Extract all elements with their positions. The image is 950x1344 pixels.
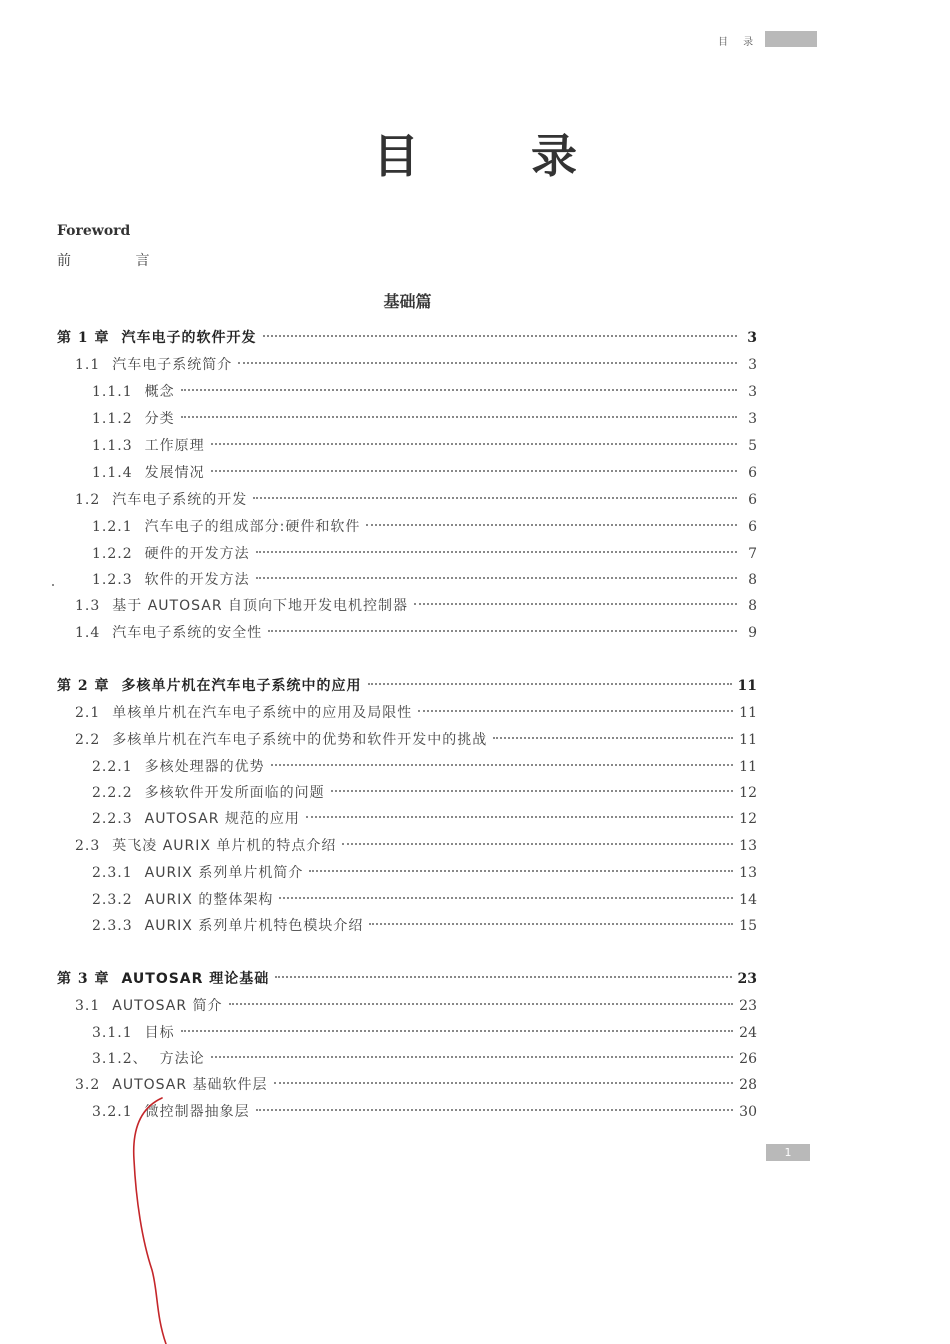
toc-page-number: 11 (737, 678, 757, 694)
part-title: 基础篇 (383, 292, 432, 311)
toc-page-number: 23 (739, 998, 757, 1014)
toc-subsection-entry[interactable] (92, 1022, 757, 1044)
toc-leader-dots (253, 497, 737, 499)
toc-leader-dots (414, 603, 737, 605)
toc-subsection-entry[interactable] (92, 408, 757, 430)
toc-page-number: 6 (748, 492, 757, 508)
toc-number: 3.2 (75, 1077, 101, 1093)
toc-page-number: 13 (739, 865, 757, 881)
toc-number: 3.2.1 (92, 1104, 133, 1120)
toc-leader-dots (279, 897, 733, 899)
toc-number: 2.2.1 (92, 759, 133, 775)
toc-number: 第 3 章 (57, 971, 110, 987)
toc-title: 方法论 (159, 1051, 205, 1067)
toc-title: AUTOSAR 理论基础 (121, 971, 270, 987)
toc-leader-dots (181, 1030, 734, 1032)
toc-chapter-entry[interactable] (57, 327, 757, 349)
toc-title: 分类 (144, 411, 175, 427)
toc-section-entry[interactable] (75, 622, 757, 644)
toc-number: 1.1.4 (92, 465, 133, 481)
toc-leader-dots (275, 976, 731, 978)
toc-leader-dots (331, 790, 734, 792)
toc-title: AURIX 的整体架构 (144, 892, 274, 908)
toc-title: 硬件的开发方法 (144, 546, 250, 562)
toc-subsection-entry[interactable] (92, 1048, 757, 1070)
toc-section-entry[interactable] (75, 729, 757, 751)
toc-number: 第 1 章 (57, 330, 110, 346)
toc-title: 汽车电子系统的开发 (112, 492, 248, 508)
toc-page-number: 12 (739, 811, 757, 827)
toc-leader-dots (211, 443, 737, 445)
toc-page-number: 26 (739, 1051, 757, 1067)
toc-leader-dots (274, 1082, 734, 1084)
toc-leader-dots (368, 683, 732, 685)
toc-page-number: 12 (739, 785, 757, 801)
preface-entry[interactable]: 前 言 (57, 253, 180, 269)
toc-title: 多核处理器的优势 (144, 759, 265, 775)
toc-subsection-entry[interactable] (92, 808, 757, 830)
toc-subsection-entry[interactable] (92, 543, 757, 565)
toc-subsection-entry[interactable] (92, 1101, 757, 1123)
toc-page-number: 23 (737, 971, 757, 987)
toc-leader-dots (211, 470, 737, 472)
page-title: 目 录 (372, 129, 625, 183)
toc-leader-dots (309, 870, 733, 872)
toc-number: 1.1.2 (92, 411, 133, 427)
toc-leader-dots (256, 577, 737, 579)
toc-page-number: 3 (748, 357, 757, 373)
toc-page-number: 13 (739, 838, 757, 854)
toc-leader-dots (256, 1109, 734, 1111)
toc-page-number: 11 (739, 732, 757, 748)
toc-title: 发展情况 (144, 465, 205, 481)
toc-page-number: 9 (748, 625, 757, 641)
toc-subsection-entry[interactable] (92, 756, 757, 778)
toc-title: 微控制器抽象层 (144, 1104, 250, 1120)
toc-title: 多核单片机在汽车电子系统中的优势和软件开发中的挑战 (112, 732, 488, 748)
running-header: 目 录 (718, 37, 760, 48)
toc-page-number: 28 (739, 1077, 757, 1093)
toc-leader-dots (493, 737, 733, 739)
foreword-entry[interactable]: Foreword (57, 223, 131, 239)
running-header-bar (765, 31, 817, 47)
toc-number: 2.2.3 (92, 811, 133, 827)
toc-title: 汽车电子的组成部分:硬件和软件 (144, 519, 361, 535)
page-number: 1 (766, 1144, 810, 1161)
toc-title: 概念 (144, 384, 175, 400)
toc-section-entry[interactable] (75, 1074, 757, 1096)
toc-page-number: 6 (748, 465, 757, 481)
toc-page-number: 30 (739, 1104, 757, 1120)
toc-leader-dots (211, 1056, 734, 1058)
toc-title: 工作原理 (144, 438, 205, 454)
toc-subsection-entry[interactable] (92, 569, 757, 591)
toc-leader-dots (306, 816, 733, 818)
toc-leader-dots (366, 524, 737, 526)
toc-number: 2.1 (75, 705, 101, 721)
toc-title: 基于 AUTOSAR 自顶向下地开发电机控制器 (112, 598, 409, 614)
toc-section-entry[interactable] (75, 595, 757, 617)
toc-number: 1.1.3 (92, 438, 133, 454)
toc-number: 2.2 (75, 732, 101, 748)
toc-leader-dots (229, 1003, 734, 1005)
toc-title: 英飞凌 AURIX 单片机的特点介绍 (112, 838, 337, 854)
toc-subsection-entry[interactable] (92, 782, 757, 804)
toc-subsection-entry[interactable] (92, 516, 757, 538)
toc-number: 2.3.2 (92, 892, 133, 908)
toc-title: 单核单片机在汽车电子系统中的应用及局限性 (112, 705, 413, 721)
toc-section-entry[interactable] (75, 835, 757, 857)
toc-page-number: 6 (748, 519, 757, 535)
toc-number: 3.1.1 (92, 1025, 133, 1041)
toc-number: 第 2 章 (57, 678, 110, 694)
toc-number: 1.2.3 (92, 572, 133, 588)
toc-leader-dots (369, 923, 733, 925)
toc-page-number: 15 (739, 918, 757, 934)
toc-subsection-entry[interactable] (92, 862, 757, 884)
toc-page-number: 8 (748, 572, 757, 588)
toc-number: 1.4 (75, 625, 101, 641)
toc-number: 3.1 (75, 998, 101, 1014)
toc-subsection-entry[interactable] (92, 915, 757, 937)
toc-title: AUTOSAR 基础软件层 (112, 1077, 268, 1093)
toc-number: 2.2.2 (92, 785, 133, 801)
toc-title: 软件的开发方法 (144, 572, 250, 588)
toc-title: AURIX 系列单片机简介 (144, 865, 304, 881)
toc-title: AURIX 系列单片机特色模块介绍 (144, 918, 364, 934)
toc-title: AUTOSAR 规范的应用 (144, 811, 300, 827)
toc-subsection-entry[interactable] (92, 889, 757, 911)
toc-leader-dots (238, 362, 737, 364)
toc-title: 汽车电子系统简介 (112, 357, 233, 373)
toc-leader-dots (271, 764, 734, 766)
toc-number: 2.3.1 (92, 865, 133, 881)
toc-title: 汽车电子的软件开发 (121, 330, 257, 346)
toc-number: 3.1.2、 (92, 1051, 148, 1067)
toc-page-number: 11 (739, 705, 757, 721)
toc-leader-dots (256, 551, 737, 553)
toc-chapter-entry[interactable] (57, 968, 757, 990)
toc-number: 2.3 (75, 838, 101, 854)
toc-section-entry[interactable] (75, 995, 757, 1017)
toc-title: 汽车电子系统的安全性 (112, 625, 263, 641)
toc-chapter-entry[interactable] (57, 675, 757, 697)
toc-page-number: 3 (748, 384, 757, 400)
toc-page-number: 3 (748, 411, 757, 427)
toc-leader-dots (181, 389, 737, 391)
toc-page-number: 14 (739, 892, 757, 908)
toc-title: AUTOSAR 简介 (112, 998, 223, 1014)
toc-page-number: 7 (748, 546, 757, 562)
toc-title: 多核软件开发所面临的问题 (144, 785, 325, 801)
toc-leader-dots (342, 843, 733, 845)
toc-title: 多核单片机在汽车电子系统中的应用 (121, 678, 362, 694)
toc-page-number: 3 (747, 330, 757, 346)
toc-number: 1.2 (75, 492, 101, 508)
toc-number: 1.2.1 (92, 519, 133, 535)
toc-subsection-entry[interactable] (92, 435, 757, 457)
toc-page-number: 5 (748, 438, 757, 454)
toc-section-entry[interactable] (75, 489, 757, 511)
toc-number: 2.3.3 (92, 918, 133, 934)
toc-subsection-entry[interactable] (92, 381, 757, 403)
toc-page-number: 11 (739, 759, 757, 775)
toc-subsection-entry[interactable] (92, 462, 757, 484)
toc-number: 1.1 (75, 357, 101, 373)
toc-leader-dots (263, 335, 738, 337)
toc-section-entry[interactable] (75, 354, 757, 376)
toc-section-entry[interactable] (75, 702, 757, 724)
toc-number: 1.3 (75, 598, 101, 614)
toc-title: 目标 (144, 1025, 175, 1041)
toc-leader-dots (418, 710, 733, 712)
toc-page-number: 24 (739, 1025, 757, 1041)
toc-page-number: 8 (748, 598, 757, 614)
toc-leader-dots (181, 416, 737, 418)
toc-number: 1.2.2 (92, 546, 133, 562)
toc-number: 1.1.1 (92, 384, 133, 400)
stray-mark (52, 584, 54, 586)
toc-leader-dots (268, 630, 737, 632)
